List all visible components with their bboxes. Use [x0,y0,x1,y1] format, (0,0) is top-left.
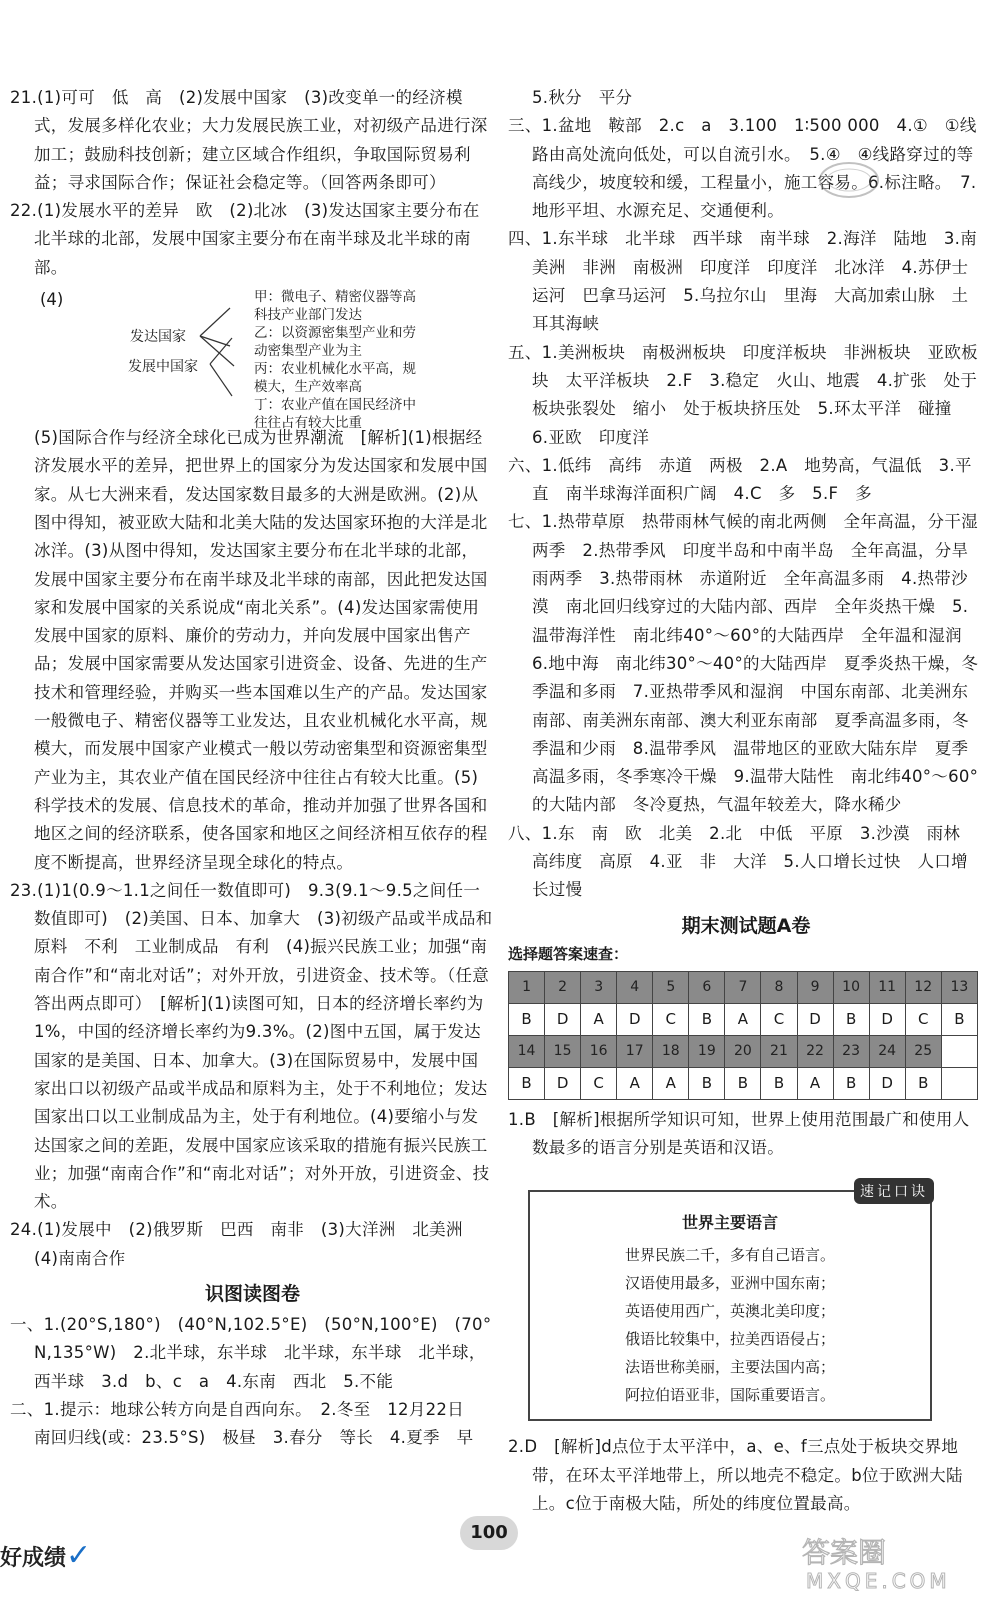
question-number-cell: 24 [869,1035,905,1067]
answer-cell: B [725,1067,761,1099]
diagram-yi: 乙：以资源密集型产业和劳动密集型产业为主 [254,325,416,360]
answer-cell: D [545,1067,581,1099]
right-answer-5: 5.秋分 平分 [532,88,633,107]
watermark-text: 答案圈 [802,1536,887,1569]
question-number-cell: 21 [761,1035,797,1067]
answer-cell: B [509,1067,545,1099]
answer-cell: B [689,1067,725,1099]
exam-answer-1: 1.B [解析]根据所学知识可知，世界上使用范围最广和使用人数最多的语言分别是英语和汉语。 [508,1109,970,1157]
memory-line: 英语使用西广，英澳北美印度； [624,1302,835,1321]
memory-line: 阿拉伯语亚非，国际重要语言。 [624,1386,835,1405]
answer-cell: C [905,1003,941,1035]
right-answer-4: 四、1.东半球 北半球 西半球 南半球 2.海洋 陆地 3.南美洲 非洲 南极洲 印度洋 印度洋 北冰洋 4.苏伊士运河 巴拿马运河 5.乌拉尔山 里海 大高加索山脉 土耳其海峡 [508,229,978,334]
question-number-cell: 12 [905,971,941,1003]
brand-text: 好成绩 [0,1546,67,1571]
answer-cell: C [581,1067,617,1099]
section-title-exam: 期末测试题A卷 [681,914,811,937]
answer-24: 24.(1)发展中 (2)俄罗斯 巴西 南非 (3)大洋洲 北美洲 (4)南南合作 [10,1220,480,1268]
answer-cell: B [761,1067,797,1099]
answer-table-answer-row [509,1067,978,1099]
question-number-cell: 13 [941,971,977,1003]
developed-label: 发达国家 [130,329,186,346]
section-title-map: 识图读图卷 [204,1282,300,1305]
question-number-cell: 5 [653,971,689,1003]
answer-cell: D [869,1003,905,1035]
memory-badge: 速记口诀 [854,1178,934,1204]
question-number-cell: 20 [725,1035,761,1067]
memory-line: 法语世称美丽，主要法国内高； [624,1358,835,1377]
answer-table-number-row [509,1035,978,1067]
question-number-cell: 9 [797,971,833,1003]
answer-cell: B [941,1003,977,1035]
question-number-cell: 22 [797,1035,833,1067]
question-number-cell: 10 [833,971,869,1003]
brand-logo [0,1538,91,1573]
answer-cell: B [905,1067,941,1099]
question-number-cell: 1 [509,971,545,1003]
answer-cell: C [653,1003,689,1035]
map-answer-1: 一、1.(20°S,180°) (40°N,102.5°E) (50°N,100°E) (70°N,135°W) 2.北半球，东半球 北半球，东半球 北半球，西半球 3.d b、c a 4.东南 西北 5.不能 [10,1314,492,1391]
answer-cell: A [725,1003,761,1035]
right-answer-6: 六、1.低纬 高纬 赤道 两极 2.A 地势高，气温低 3.平直 南半球海洋面积广阔 4.C 多 5.F 多 [508,455,972,504]
question-number-cell: 18 [653,1035,689,1067]
map-answer-2: 二、1.提示：地球公转方向是自西向东。 2.冬至 12月22日 南回归线(或：23.5°S) 极昼 3.春分 等长 4.夏季 早 [10,1399,481,1448]
question-number-cell: 2 [545,971,581,1003]
answer-cell [941,1067,977,1099]
answer-cell: D [545,1003,581,1035]
relation-diagram [34,286,495,432]
left-column [10,84,495,1452]
watermark-logo [794,1530,984,1592]
stamp-mark [818,160,880,200]
page-number: 100 [460,1516,518,1550]
question-number-cell: 14 [509,1035,545,1067]
answer-cell: D [869,1067,905,1099]
watermark-url: MXQE.COM [806,1569,951,1592]
memory-line: 俄语比较集中，拉美西语侵占； [624,1330,835,1349]
question-number-cell: 23 [833,1035,869,1067]
question-number-cell: 6 [689,971,725,1003]
quick-answer-label: 选择题答案速查： [508,944,629,963]
answer-cell: C [761,1003,797,1035]
answer-table [508,971,978,1100]
question-number-cell: 8 [761,971,797,1003]
exam-answer-2: 2.D [解析]d点位于太平洋中，a、e、f三点处于板块交界地带，在环太平洋地带上，所以地壳不稳定。b位于欧洲大陆上。c位于南极大陆，所处的纬度位置最高。 [508,1437,963,1513]
developing-label: 发展中国家 [128,359,198,376]
right-column [508,84,984,1518]
memory-line: 世界民族二千，多有自己语言。 [624,1246,835,1265]
answer-cell: A [653,1067,689,1099]
check-icon: ✓ [66,1538,92,1573]
answer-cell: A [581,1003,617,1035]
answer-22-part2: (5)国际合作与经济全球化已成为世界潮流 [解析](1)根据经济发展水平的差异，把世界上的国家分为发达国家和发展中国家。从七大洲来看，发达国家数目最多的大洲是欧洲。(2)从图中得知，被亚欧大陆和北美大陆的发达国家环抱的大洋是北冰洋。(3)从图中得知，发达国家主要分布在北半球的北部，发展中国家主要分布在南半球及北半球的南部，因此把发达国家和发展中国家的关系说成“南北关系”。(4)发达国家需使用发展中国家的原料、廉价的劳动力，并向发展中国家出售产品；发展中国家需要从发达国家引进资金、设备、先进的生产技术和管理经验，并购买一些本国难以生产的产品。发达国家一般微电子、精密仪器等工业发达，且农业机械化水平高，规模大，而发展中国家产业模式一般以劳动密集型和资源密集型产业为主，其农业产值在国民经济中往往占有较大比重。(5)科学技术的发展、信息技术的革命，推动并加强了世界各国和地区之间的经济联系，使各国家和地区之间经济相互依存的程度不断提高，世界经济呈现全球化的特点。 [34,428,488,872]
memory-line: 汉语使用最多，亚洲中国东南； [624,1274,835,1293]
diagram-bing: 丙：农业机械化水平高，规模大，生产效率高 [254,361,416,396]
answer-table-number-row [509,971,978,1003]
question-number-cell [941,1035,977,1067]
right-answer-5-plates: 五、1.美洲板块 南极洲板块 印度洋板块 非洲板块 亚欧板块 太平洋板块 2.F 3.稳定 火山、地震 4.扩张 处于板块张裂处 缩小 处于板块挤压处 5.环太平洋 碰撞 6.亚欧 印度洋 [508,342,978,447]
diagram-number: (4) [40,290,64,310]
question-number-cell: 4 [617,971,653,1003]
answer-21: 21.(1)可可 低 高 (2)发展中国家 (3)改变单一的经济模式，发展多样化农业；大力发展民族工业，对初级产品进行深加工；鼓励科技创新；建立区域合作组织，争取国际贸易利益；寻求国际合作；保证社会稳定等。（回答两条即可） [10,88,488,192]
right-answer-8: 八、1.东 南 欧 北美 2.北 中低 平原 3.沙漠 雨林 高纬度 高原 4.亚 非 大洋 5.人口增长过快 人口增长过慢 [508,823,978,900]
question-number-cell: 17 [617,1035,653,1067]
memory-box [528,1184,932,1421]
question-number-cell: 15 [545,1035,581,1067]
memory-title: 世界主要语言 [681,1213,778,1233]
question-number-cell: 7 [725,971,761,1003]
answer-cell: B [833,1003,869,1035]
question-number-cell: 19 [689,1035,725,1067]
diagram-jia: 甲：微电子、精密仪器等高科技产业部门发达 [254,289,416,324]
question-number-cell: 11 [869,971,905,1003]
answer-cell: D [617,1003,653,1035]
answer-cell: A [797,1067,833,1099]
answer-cell: A [617,1067,653,1099]
answer-cell: B [833,1067,869,1099]
answer-cell: B [689,1003,725,1035]
answer-cell: D [797,1003,833,1035]
right-answer-3: 三、1.盆地 鞍部 2.c a 3.100 1∶500 000 4.① ①线路由高处流向低处，可以自流引水。 5.④ ④线路穿过的等高线少，坡度较和缓，工程量小，施工容易。6.标注略。 7.地形平坦、水源充足、交通便利。 [508,116,977,221]
right-answer-7: 七、1.热带草原 热带雨林气候的南北两侧 全年高温，分干湿两季 2.热带季风 印度半岛和中南半岛 全年高温，分旱雨两季 3.热带雨林 赤道附近 全年高温多雨 4.热带沙漠 南北回归线穿过的大陆内部、西岸 全年炎热干燥 5.温带海洋性 南北纬40°～60°的大陆西岸 全年温和湿润 6.地中海 南北纬30°～40°的大陆西岸 夏季炎热干燥，冬季温和多雨 7.亚热带季风和湿润 中国东南部、北美洲东南部、南美洲东南部、澳大利亚东南部 夏季高温多雨，冬季温和少雨 8.温带季风 温带地区的亚欧大陆东岸 夏季高温多雨，冬季寒冷干燥 9.温带大陆性 南北纬40°～60°的大陆内部 冬冷夏热，气温年较差大，降水稀少 [508,512,979,815]
answer-23: 23.(1)1(0.9～1.1之间任一数值即可) 9.3(9.1～9.5之间任一数值即可) (2)美国、日本、加拿大 (3)初级产品或半成品和原料 不利 工业制成品 有利 (4)振兴民族工业；加强“南南合作”和“南北对话”；对外开放，引进资金、技术等。（任意答出两点即可） [解析](1)读图可知，日本的经济增长率约为1%，中国的经济增长率约为9.3%。(2)图中五国，属于发达国家的是美国、日本、加拿大。(3)在国际贸易中，发展中国家出口以初级产品或半成品和原料为主，处于不利地位；发达国家出口以工业制成品为主，处于有利地位。(4)要缩小与发达国家之间的差距，发展中国家应该采取的措施有振兴民族工业；加强“南南合作”和“南北对话”；对外开放，引进资金、技术。 [10,880,493,1212]
question-number-cell: 25 [905,1035,941,1067]
answer-22-part1: 22.(1)发展水平的差异 欧 (2)北冰 (3)发达国家主要分布在北半球的北部，发展中国家主要分布在南半球及北半球的南部。 [10,201,480,277]
question-number-cell: 3 [581,971,617,1003]
question-number-cell: 16 [581,1035,617,1067]
diagram-ding: 丁：农业产值在国民经济中往往占有较大比重 [254,397,416,432]
answer-cell: B [509,1003,545,1035]
answer-table-answer-row [509,1003,978,1035]
